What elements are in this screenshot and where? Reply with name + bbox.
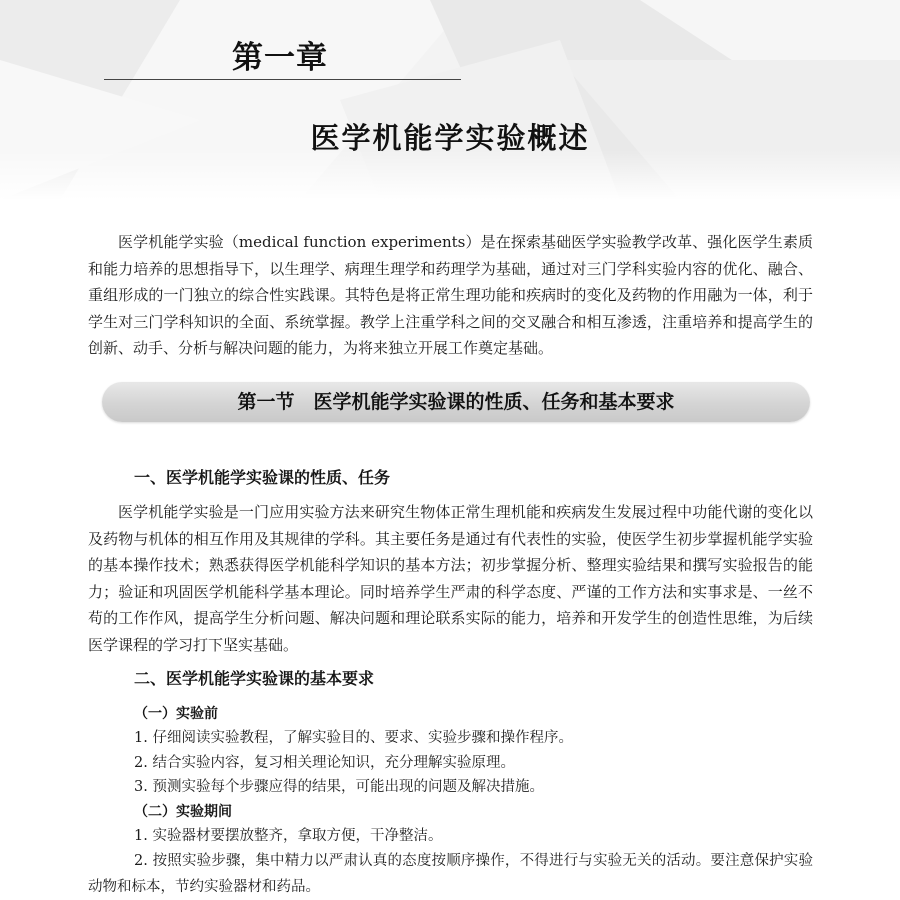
list-item: 2. 结合实验内容，复习相关理论知识，充分理解实验原理。: [134, 755, 515, 771]
during-heading: （二）实验期间: [134, 804, 232, 820]
list-item: 1. 实验器材要摆放整齐，拿取方便，干净整洁。: [134, 828, 443, 844]
section-banner: [102, 382, 810, 422]
before-heading: （一）实验前: [134, 706, 218, 722]
list-item: 3. 预测实验每个步骤应得的结果，可能出现的问题及解决措施。: [134, 779, 544, 795]
list-item: 1. 仔细阅读实验教程，了解实验目的、要求、实验步骤和操作程序。: [134, 730, 573, 746]
list-item: 2. 按照实验步骤，集中精力以严肃认真的态度按顺序操作，不得进行与实验无关的活动。要注意保护实验动物和标本，节约实验器材和药品。: [88, 853, 813, 895]
chapter-divider: [104, 79, 461, 80]
header-background: [0, 0, 900, 200]
part1-heading: 一、医学机能学实验课的性质、任务: [134, 468, 391, 487]
part2-heading: 二、医学机能学实验课的基本要求: [134, 669, 375, 688]
part1-body: 医学机能学实验是一门应用实验方法来研究生物体正常生理机能和疾病发生发展过程中功能代谢的变化以及药物与机体的相互作用及其规律的学科。其主要任务是通过有代表性的实验，使医学生初步掌握机能学实验的基本操作技术；熟悉获得医学机能科学知识的基本方法；初步掌握分析、整理实验结果和撰写实验报告的能力；验证和巩固医学机能科学基本理论。同时培养学生严肃的科学态度、严谨的工作方法和实事求是、一丝不苟的工作作风，提高学生分析问题、解决问题和理论联系实际的能力，培养和开发学生的创造性思维，为后续医学课程的学习打下坚实基础。: [88, 503, 813, 654]
chapter-title: 医学机能学实验概述: [310, 121, 590, 155]
chapter-label: 第一章: [232, 40, 328, 76]
section-title: 第一节 医学机能学实验课的性质、任务和基本要求: [237, 391, 675, 413]
intro-paragraph: 医学机能学实验（medical function experiments）是在探索基础医学实验教学改革、强化医学生素质和能力培养的思想指导下，以生理学、病理生理学和药理学为基础，通过对三门学科实验内容的优化、融合、重组形成的一门独立的综合性实践课。其特色是将正常生理功能和疾病时的变化及药物的作用融为一体，利于学生对三门学科知识的全面、系统掌握。教学上注重学科之间的交叉融合和相互渗透，注重培养和提高学生的创新、动手、分析与解决问题的能力，为将来独立开展工作奠定基础。: [88, 233, 813, 357]
